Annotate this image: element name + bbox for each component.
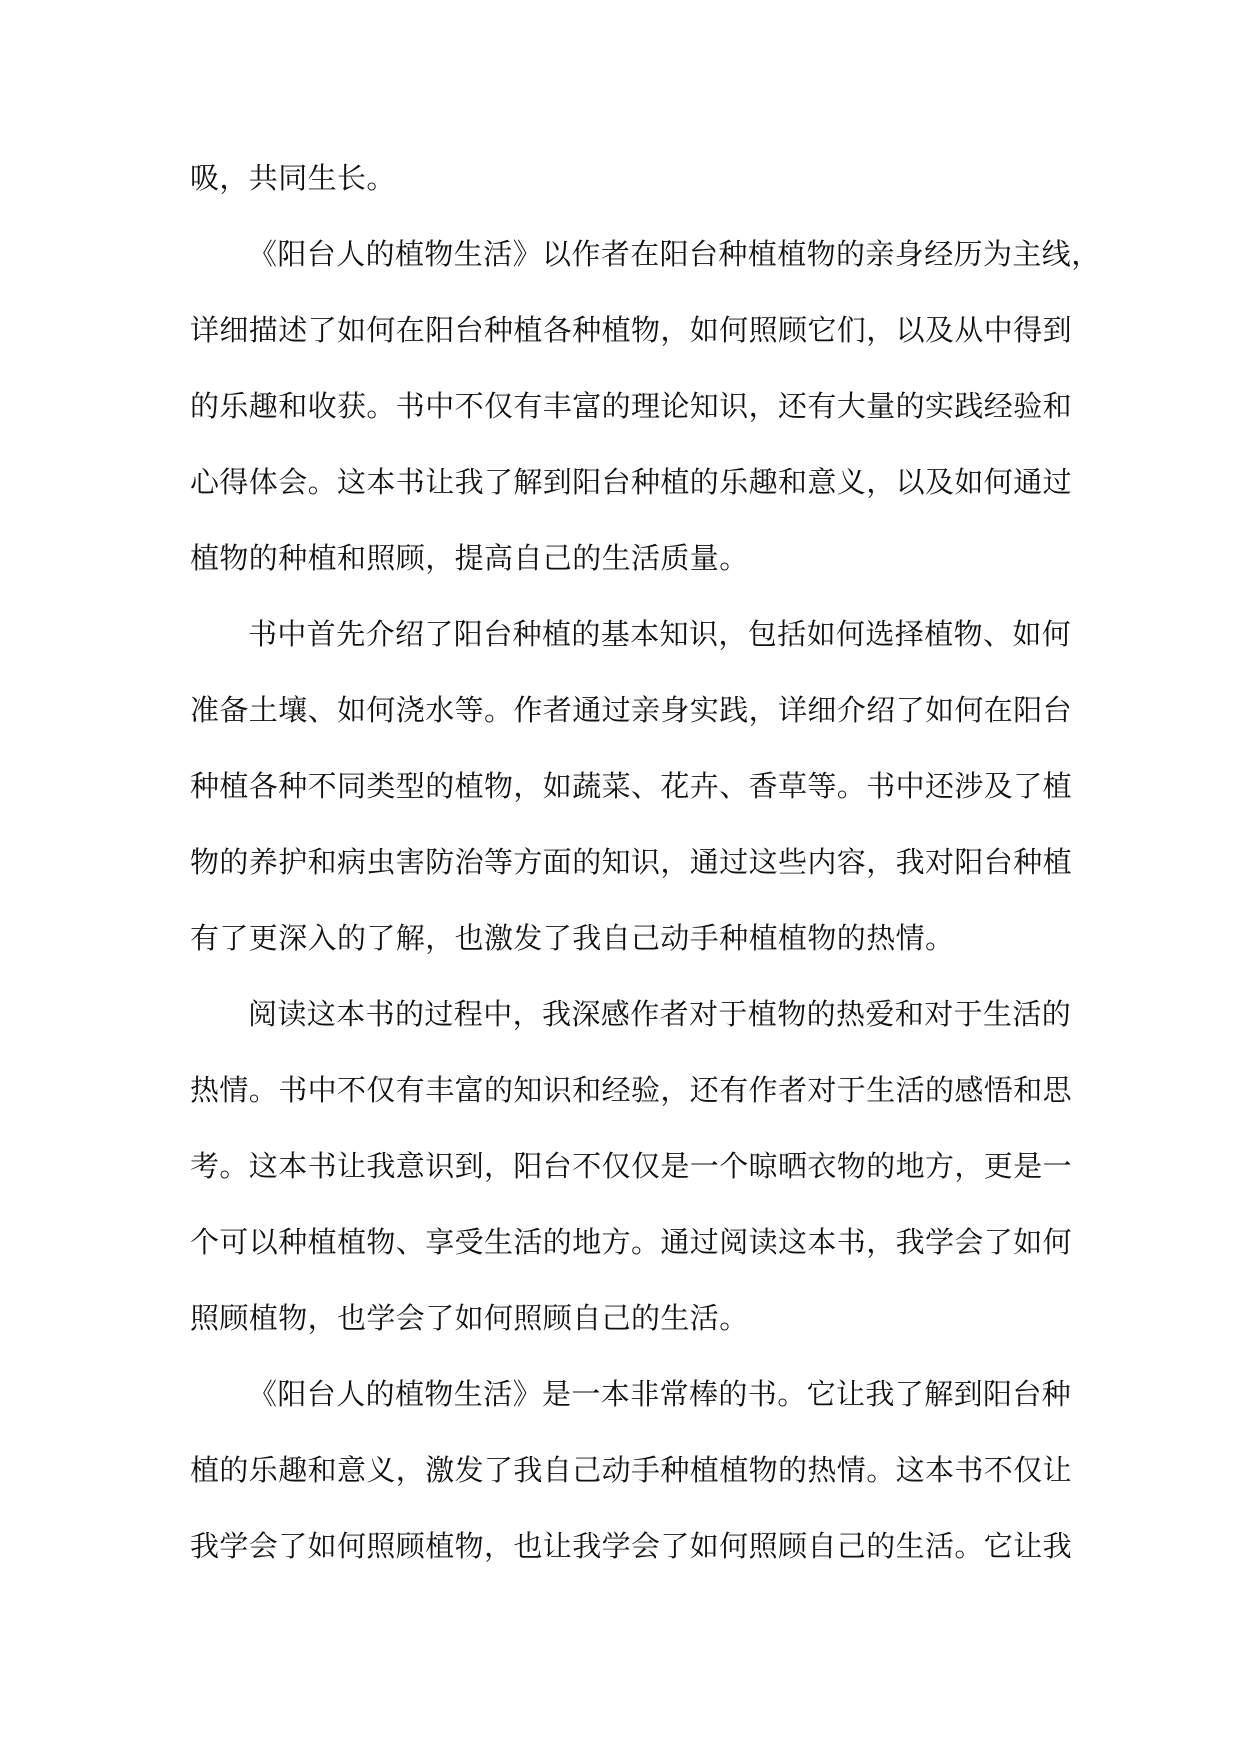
text-line: 我学会了如何照顾植物，也让我学会了如何照顾自己的生活。它让我 <box>190 1529 1073 1563</box>
text-line: 个可以种植植物、享受生活的地方。通过阅读这本书，我学会了如何 <box>190 1225 1073 1259</box>
paragraph-first-line: 书中首先介绍了阳台种植的基本知识，包括如何选择植物、如何 <box>248 617 1072 651</box>
text-line: 的乐趣和收获。书中不仅有丰富的理论知识，还有大量的实践经验和 <box>190 389 1073 423</box>
text-line: 准备土壤、如何浇水等。作者通过亲身实践，详细介绍了如何在阳台 <box>190 693 1073 727</box>
text-line: 物的养护和病虫害防治等方面的知识，通过这些内容，我对阳台种植 <box>190 845 1073 879</box>
text-line: 吸，共同生长。 <box>190 161 396 195</box>
paragraph-first-line: 阅读这本书的过程中，我深感作者对于植物的热爱和对于生活的 <box>248 997 1072 1031</box>
text-line: 考。这本书让我意识到，阳台不仅仅是一个晾晒衣物的地方，更是一 <box>190 1149 1073 1183</box>
text-line: 植的乐趣和意义，激发了我自己动手种植植物的热情。这本书不仅让 <box>190 1453 1073 1487</box>
text-line: 有了更深入的了解，也激发了我自己动手种植植物的热情。 <box>190 921 955 955</box>
text-line: 种植各种不同类型的植物，如蔬菜、花卉、香草等。书中还涉及了植 <box>190 769 1073 803</box>
text-line: 详细描述了如何在阳台种植各种植物，如何照顾它们，以及从中得到 <box>190 313 1073 347</box>
paragraph-first-line: 《阳台人的植物生活》以作者在阳台种植植物的亲身经历为主线， <box>248 237 1101 271</box>
paragraph-first-line: 《阳台人的植物生活》是一本非常棒的书。它让我了解到阳台种 <box>248 1377 1072 1411</box>
text-line: 植物的种植和照顾，提高自己的生活质量。 <box>190 541 749 575</box>
text-line: 心得体会。这本书让我了解到阳台种植的乐趣和意义，以及如何通过 <box>190 465 1073 499</box>
text-line: 热情。书中不仅有丰富的知识和经验，还有作者对于生活的感悟和思 <box>190 1073 1073 1107</box>
text-line: 照顾植物，也学会了如何照顾自己的生活。 <box>190 1301 749 1335</box>
body-text <box>190 140 1101 1584</box>
